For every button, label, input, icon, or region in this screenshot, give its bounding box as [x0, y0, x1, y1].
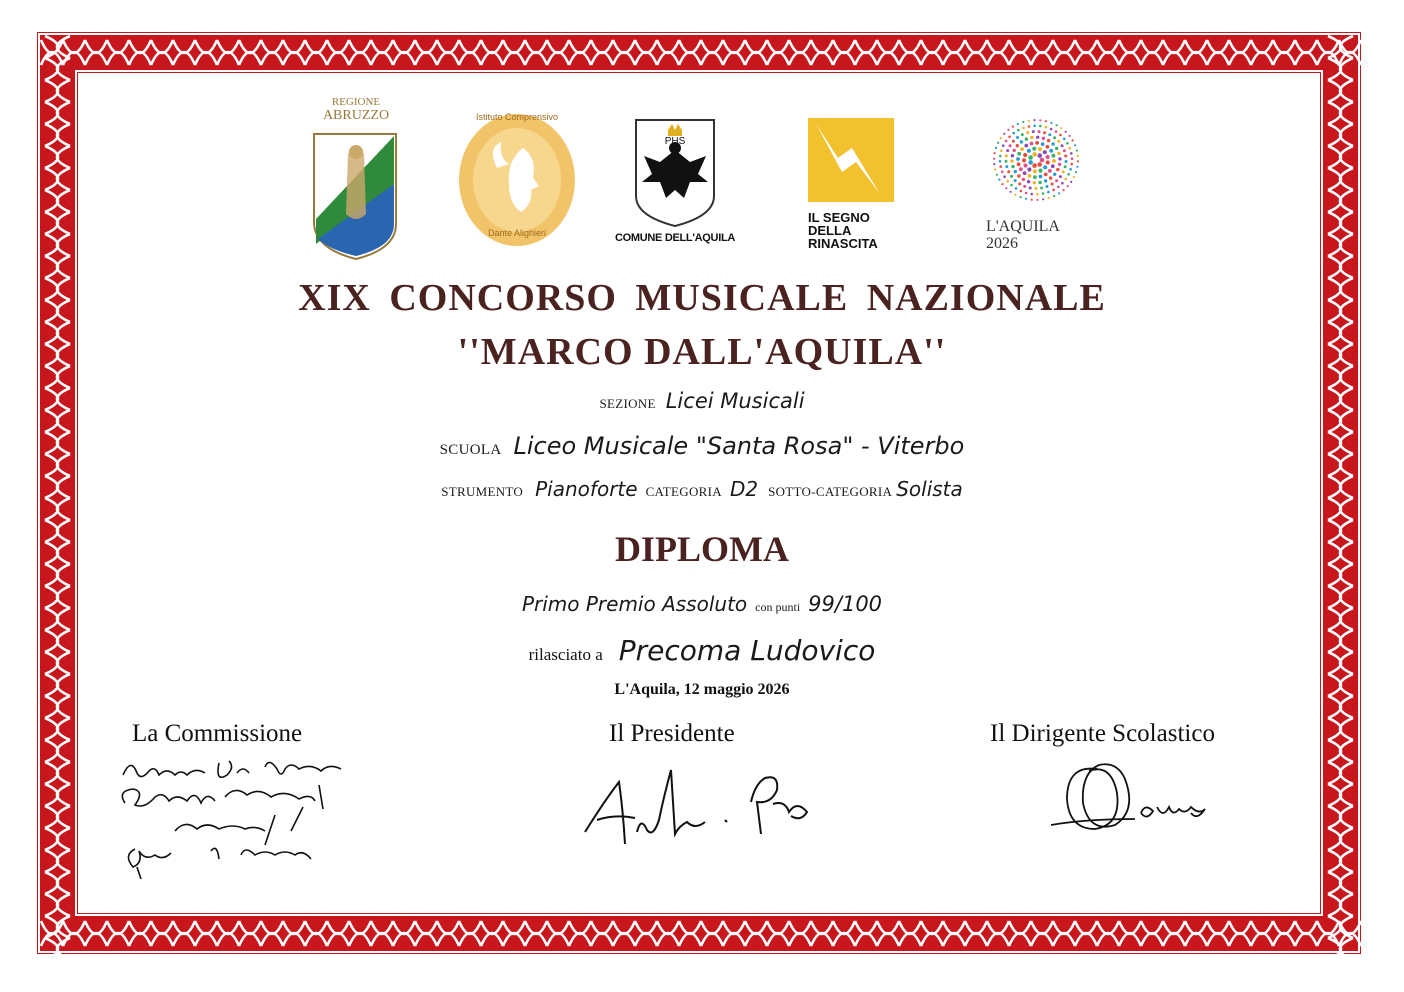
date-place: L'Aquila, 12 maggio 2026 — [614, 681, 790, 698]
regione-label-1: REGIONE — [331, 96, 381, 108]
sotto-categoria-value: Solista — [896, 477, 963, 501]
segno-rinascita-logo — [808, 118, 896, 250]
sotto-categoria-label: SOTTO-CATEGORIA — [768, 484, 893, 499]
punti-value: 99/100 — [808, 592, 883, 616]
comune-label: COMUNE DELL'AQUILA — [614, 232, 736, 244]
aquila-label-2: 2026 — [986, 235, 1018, 252]
contest-subtitle: ''MARCO DALL'AQUILA'' — [457, 331, 947, 373]
segno-line-1: IL SEGNO — [808, 210, 870, 225]
regione-shield-icon — [310, 124, 402, 264]
dirigente-label: Il Dirigente Scolastico — [990, 720, 1215, 747]
recipient-name: Precoma Ludovico — [618, 634, 876, 667]
regione-abruzzo-logo — [310, 96, 402, 266]
istituto-top-text: Istituto Comprensivo — [475, 112, 559, 122]
aquila-label-1: L'AQUILA — [986, 218, 1060, 235]
categoria-label: CATEGORIA — [645, 484, 722, 499]
diploma-heading: DIPLOMA — [615, 529, 789, 569]
regione-label-2: ABRUZZO — [322, 108, 390, 123]
strumento-value: Pianoforte — [535, 477, 638, 501]
commissione-signatures — [115, 755, 360, 885]
dirigente-signature — [1045, 755, 1215, 840]
presidente-label: Il Presidente — [609, 720, 735, 747]
istituto-dante-logo — [457, 108, 577, 248]
lightning-icon — [808, 118, 894, 202]
istituto-medallion-icon — [457, 108, 577, 248]
aquila-eagle-shield-icon — [614, 116, 736, 228]
laquila-2026-logo — [986, 114, 1086, 254]
rilasciato-row — [0, 634, 1404, 667]
strumento-label: STRUMENTO — [441, 484, 524, 499]
premio-row — [0, 592, 1404, 616]
commissione-label: La Commissione — [132, 720, 303, 747]
premio-value: Primo Premio Assoluto — [521, 592, 748, 616]
rilasciato-label: rilasciato a — [528, 645, 603, 664]
categoria-value: D2 — [729, 477, 759, 501]
capital-culture-dots-icon — [986, 114, 1086, 214]
sezione-row — [0, 389, 1404, 413]
sezione-value: Licei Musicali — [665, 389, 805, 413]
segno-line-2: DELLA — [808, 223, 852, 238]
presidente-signature — [575, 760, 825, 855]
contest-title: XIX CONCORSO MUSICALE NAZIONALE — [298, 277, 1106, 319]
scuola-row — [0, 432, 1404, 460]
comune-aquila-logo — [614, 116, 736, 251]
istituto-bottom-text: Dante Alighieri — [487, 228, 547, 238]
strumento-row — [0, 477, 1404, 501]
con-punti-label: con punti — [755, 600, 801, 614]
scuola-value: Liceo Musicale "Santa Rosa" - Viterbo — [513, 432, 965, 460]
segno-line-3: RINASCITA — [808, 236, 878, 251]
shield-phs-text: PHS — [664, 136, 686, 147]
sezione-label: SEZIONE — [599, 396, 656, 411]
scuola-label: SCUOLA — [439, 442, 502, 458]
